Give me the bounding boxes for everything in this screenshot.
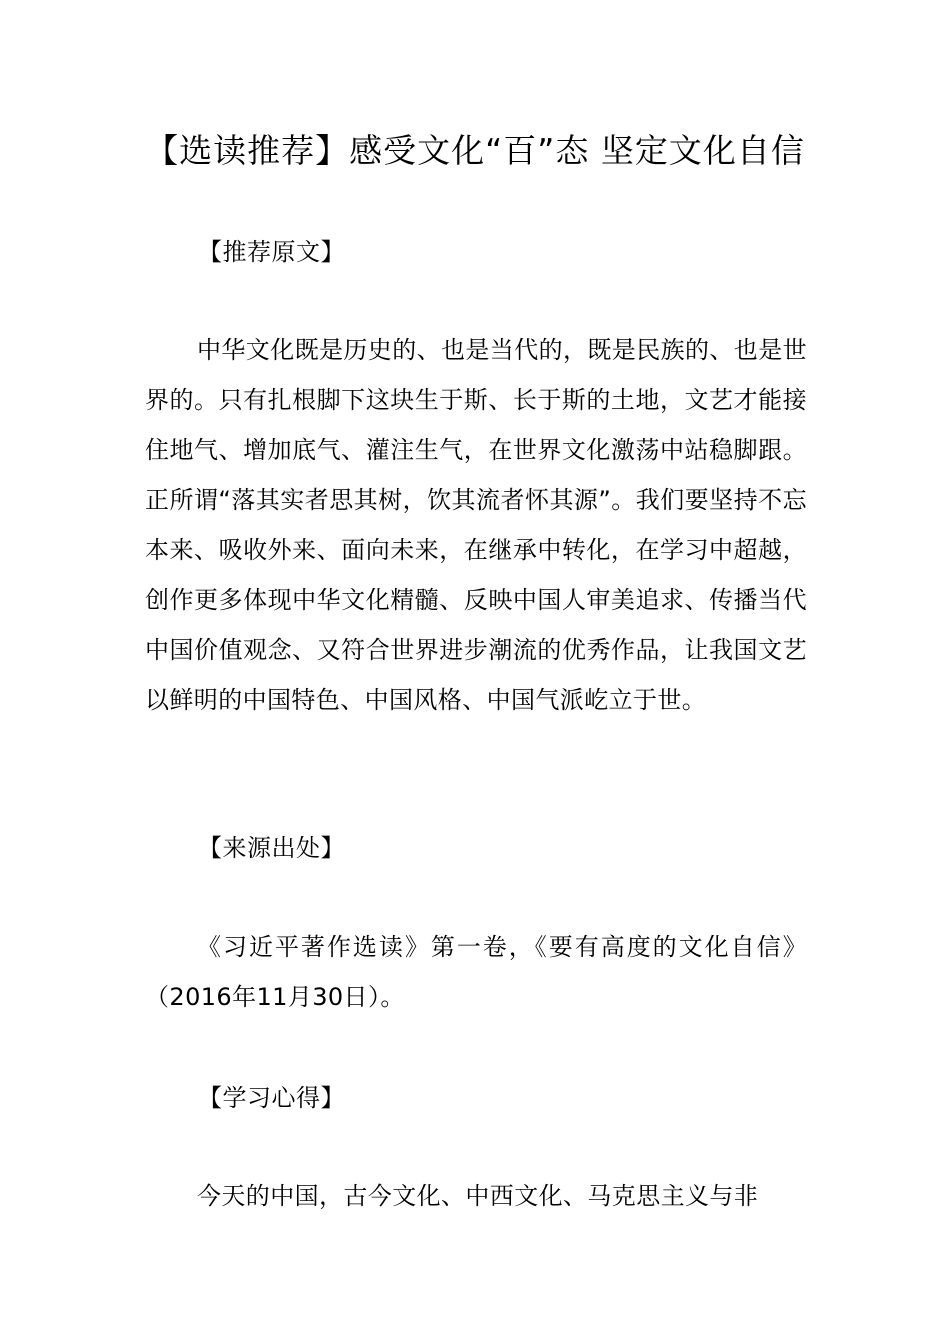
section-paragraph-study-notes: 今天的中国，古今文化、中西文化、马克思主义与非 [197, 1182, 759, 1210]
section-paragraph-recommended-text: 中华文化既是历史的、也是当代的，既是民族的、也是世界的。只有扎根脚下这块生于斯、长于斯的土地，文艺才能接住地气、增加底气、灌注生气，在世界文化激荡中站稳脚跟。正所谓“落其实者思其树，饮其流者怀其源”。我们要坚持不忘本来、吸收外来、面向未来，在继承中转化，在学习中超越，创作更多体现中华文化精髓、反映中国人审美追求、传播当代中国价值观念、又符合世界进步潮流的优秀作品，让我国文艺以鲜明的中国特色、中国风格、中国气派屹立于世。 [145, 336, 807, 714]
section-heading-source: 【来源出处】 [198, 834, 345, 862]
section-paragraph-source: 《习近平著作选读》第一卷，《要有高度的文化自信》（2016年11月30日）。 [145, 933, 807, 1011]
document-title: 【选读推荐】感受文化“百”态 坚定文化自信 [145, 131, 805, 170]
section-heading-study-notes: 【学习心得】 [198, 1084, 345, 1112]
section-heading-recommended-text: 【推荐原文】 [198, 238, 345, 266]
